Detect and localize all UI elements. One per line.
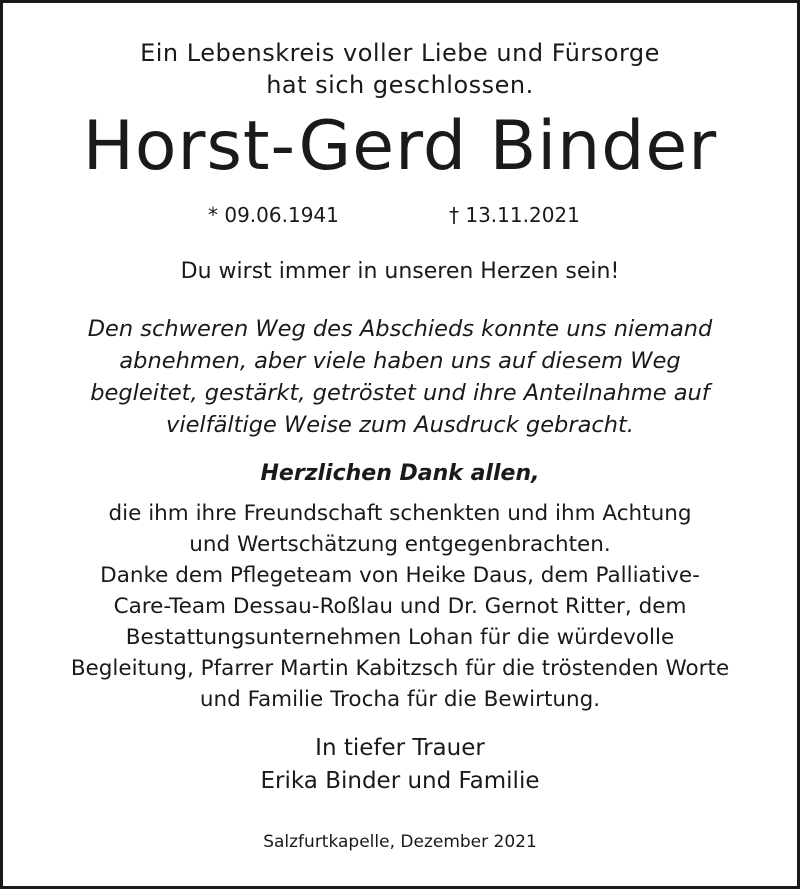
thanks-heading: Herzlichen Dank allen,: [260, 461, 540, 486]
thanks-line-1: die ihm ihre Freundschaft schenkten und ihm Achtung: [108, 501, 692, 526]
intro-line-1: Ein Lebenskreis voller Liebe und Fürsorge: [140, 39, 660, 67]
farewell-line-2: abnehmen, aber viele haben uns auf diesem Weg: [119, 348, 681, 374]
death-date: † 13.11.2021: [449, 203, 580, 227]
thanks-line-6: Begleitung, Pfarrer Martin Kabitzsch für die tröstenden Worte: [70, 656, 730, 681]
birth-date: * 09.06.1941: [208, 203, 339, 227]
life-dates: [3, 203, 797, 229]
thanks-line-4: Care-Team Dessau-Roßlau und Dr. Gernot Ritter, dem: [113, 594, 687, 619]
thanks-line-2: und Wertschätzung entgegenbrachten.: [189, 532, 611, 557]
signature-line-2: Erika Binder und Familie: [260, 768, 540, 794]
thanks-line-3: Danke dem Pflegeteam von Heike Daus, dem Palliative-: [100, 563, 700, 588]
deceased-name: Horst-Gerd Binder: [82, 107, 718, 186]
intro-line-2: hat sich geschlossen.: [266, 71, 534, 99]
place-date: Salzfurtkapelle, Dezember 2021: [263, 832, 537, 852]
motto: Du wirst immer in unseren Herzen sein!: [180, 259, 620, 284]
farewell-line-3: begleitet, gestärkt, getröstet und ihre Anteilnahme auf: [90, 380, 710, 406]
thanks-line-5: Bestattungsunternehmen Lohan für die würdevolle: [125, 625, 675, 650]
signature-line-1: In tiefer Trauer: [315, 735, 485, 761]
farewell-line-4: vielfältige Weise zum Ausdruck gebracht.: [166, 412, 634, 438]
farewell-line-1: Den schweren Weg des Abschieds konnte uns niemand: [87, 316, 713, 342]
thanks-line-7: und Familie Trocha für die Bewirtung.: [199, 687, 601, 712]
